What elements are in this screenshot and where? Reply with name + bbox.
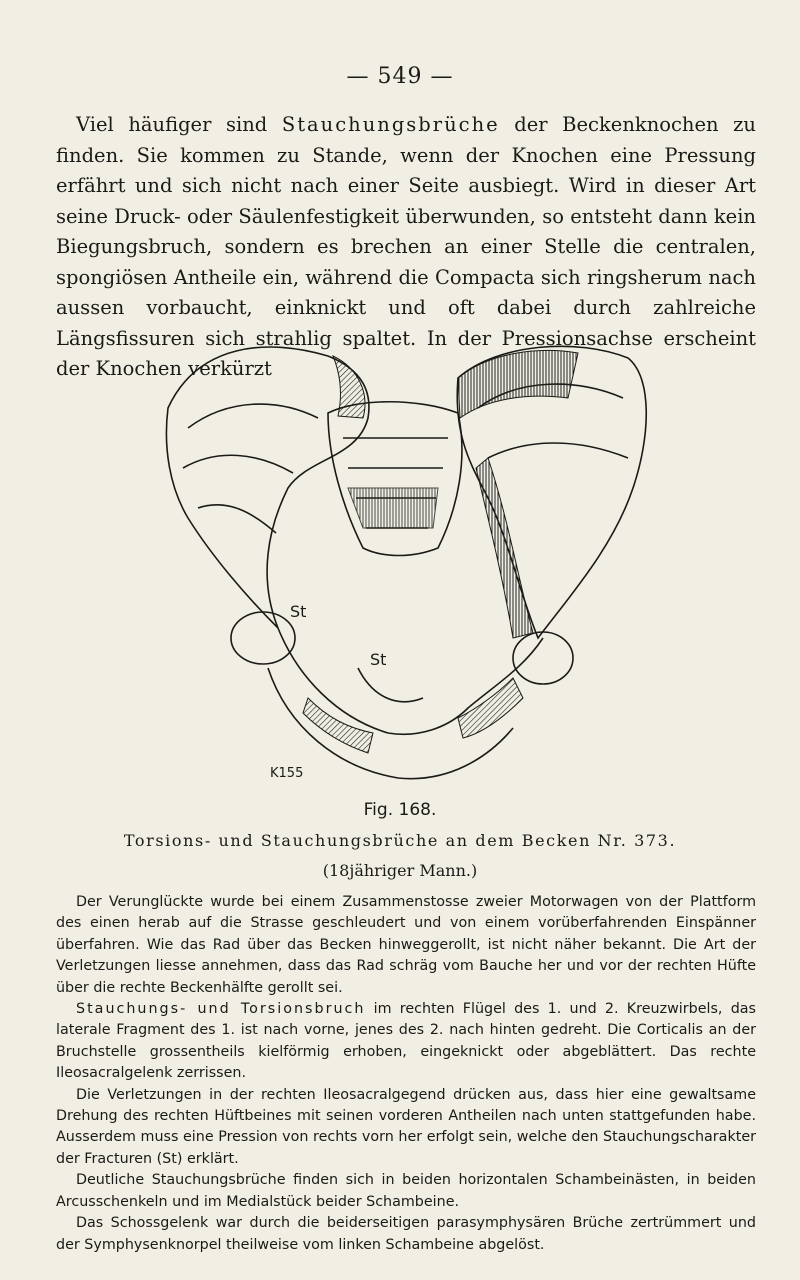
case-paragraph-2-rest: im rechten Flügel des 1. und 2. Kreuzwirbels, das laterale Fragment des 1. ist nach vorne, jenes des 2. nach hinten gedreht. Die Corticalis an der Bruchstelle grossentheils kielförmig erhoben, eingeknickt oder abgeblättert. Das rechte Ileosacralgelenk zerrissen. — [56, 1001, 756, 1082]
caption-subtitle: (18jähriger Mann.) — [322, 861, 478, 880]
case-paragraph-2 — [56, 999, 756, 1085]
intro-emphasis: Stauchungsbrüche — [281, 113, 500, 136]
case-paragraph-1: Der Verunglückte wurde bei einem Zusammenstosse zweier Motorwagen von der Plattform des einen herab auf die Strasse geschleudert und von einem vorüberfahrenden Einspänner überfahren. Wie das Rad über das Becken hinweggerollt, ist nicht näher bekannt. Die Art der Verletzungen liesse annehmen, dass das Rad schräg vom Bauche her und vor der rechten Hüfte über die rechte Beckenhälfte gerollt sei. — [56, 894, 756, 996]
intro-lead: Viel häufiger sind — [76, 113, 282, 136]
case-description — [56, 892, 756, 1256]
left-iliac-wing — [166, 347, 369, 628]
sacrum — [328, 402, 462, 556]
pelvis-drawing — [158, 338, 658, 788]
fracture-label-right: St — [370, 650, 387, 669]
case-paragraph-5: Das Schossgelenk war durch die beiderseitigen parasymphysären Brüche zertrümmert und der Symphysenknorpel theilweise vom linken Schambeine abgelöst. — [56, 1215, 756, 1253]
figure-number: Fig. 168. — [363, 800, 437, 820]
pelvis-illustration — [158, 338, 658, 788]
case-paragraph-3: Die Verletzungen in der rechten Ileosacralgegend drücken aus, dass hier eine gewaltsame Drehung des rechten Hüftbeines mit seinen vorderen Antheilen nach unten stattgefunden habe. Ausserdem muss eine Pression von rechts vorn her erfolgt sein, welche den Stauchungscharakter der Fracturen (St) erklärt. — [56, 1086, 756, 1167]
case-paragraph-4: Deutliche Stauchungsbrüche finden sich in beiden horizontalen Schambeinästen, in beiden Arcusschenkeln und im Medialstück beider Schambeine. — [56, 1172, 756, 1210]
fracture-label-left: St — [290, 602, 307, 621]
collection-signature: K155 — [270, 766, 304, 781]
page-number: — 549 — — [346, 64, 454, 89]
intro-rest: der Beckenknochen zu finden. Sie kommen zu Stande, wenn der Knochen eine Pressung erfährt und sich nicht nach einer Seite ausbiegt. Wird in dieser Art seine Druck- oder Säulenfestigkeit überwunden, so entsteht dann kein Biegungsbruch, sondern es brechen an einer Stelle die centralen, spongiösen Antheile ein, während die Compacta sich ringsherum nach aussen vorbaucht, einknickt und oft dabei durch zahlreiche Längsfissuren sich strahlig spaltet. In der Pressionsachse erscheint der Knochen verkürzt — [56, 113, 756, 380]
case-emphasis: Stauchungs- und Torsionsbruch — [76, 1001, 366, 1018]
caption-title: Torsions- und Stauchungsbrüche an dem Becken Nr. 373. — [123, 831, 677, 850]
